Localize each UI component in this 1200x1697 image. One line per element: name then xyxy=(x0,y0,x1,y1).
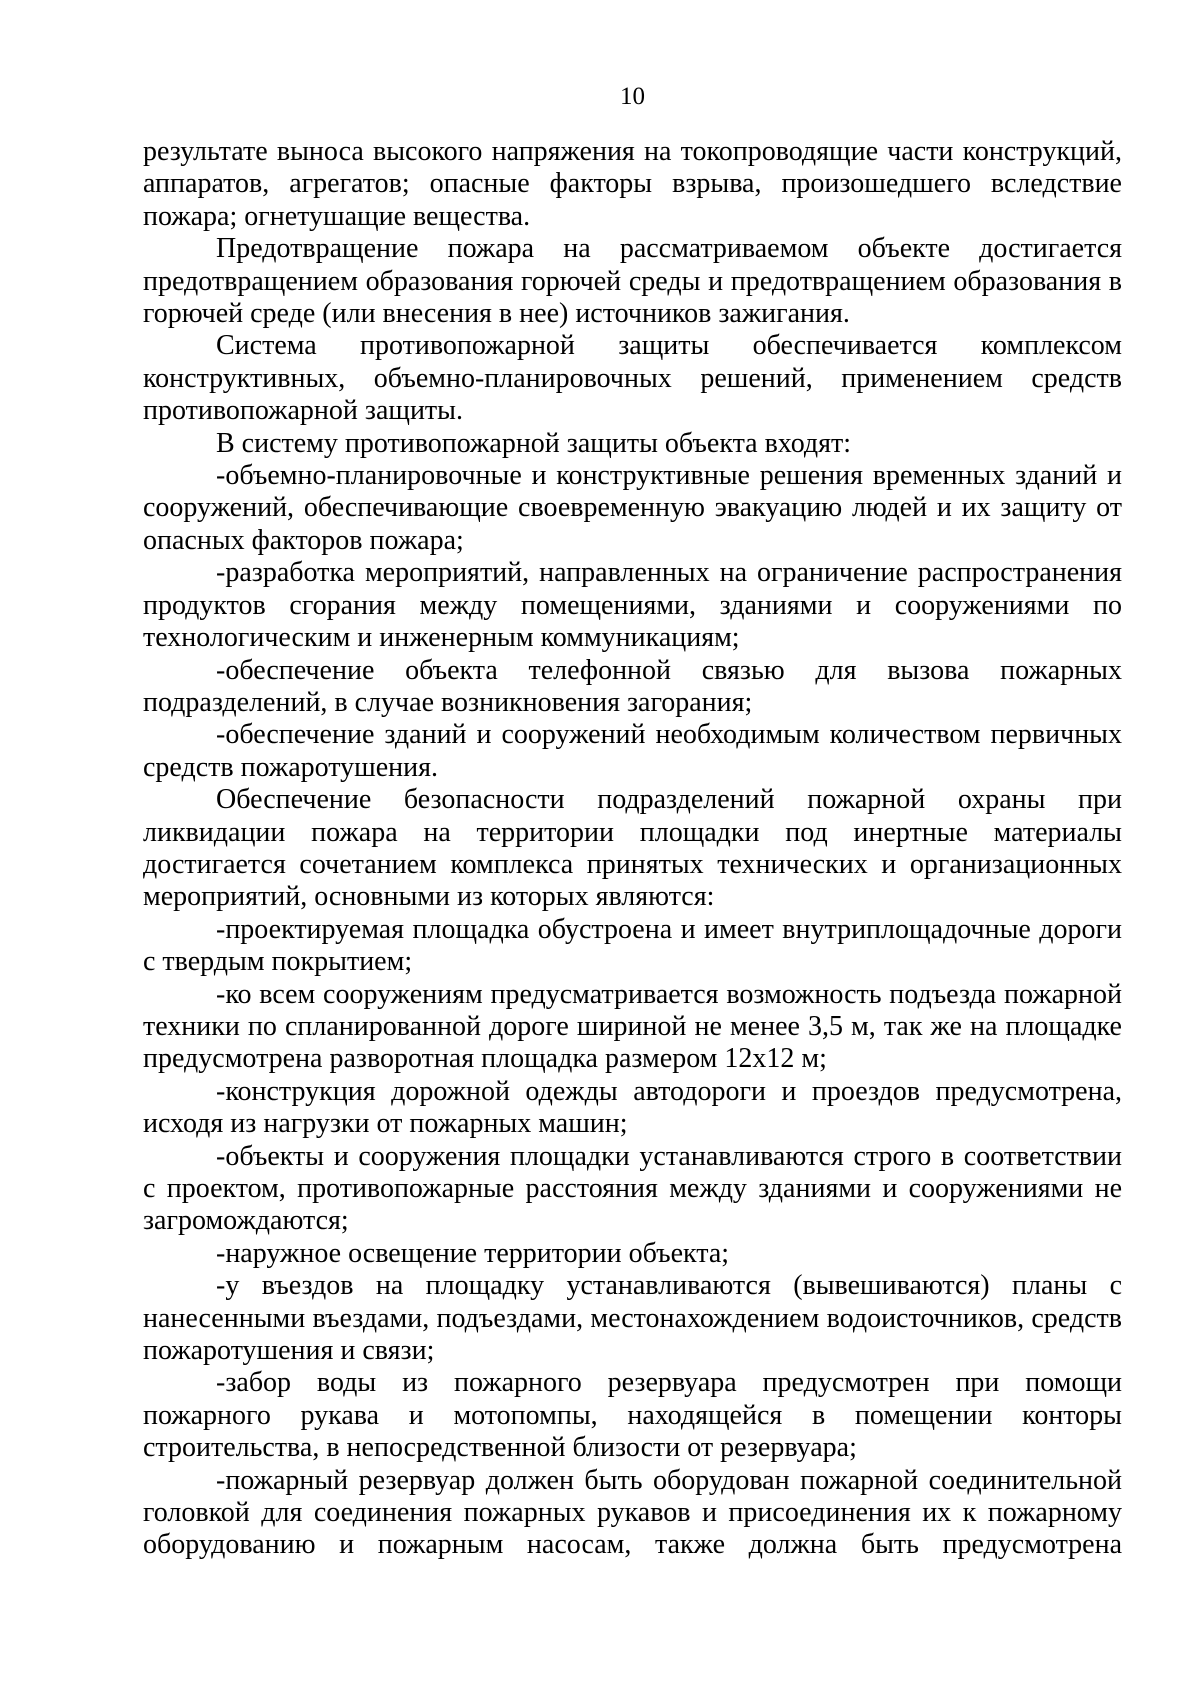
list-item: -объекты и сооружения площадки устанавливаются строго в соответствии с проектом, противопожарные расстояния между зданиями и сооружениями не загромождаются; xyxy=(143,1140,1122,1237)
list-item: -наружное освещение территории объекта; xyxy=(216,1237,730,1269)
list-item: -обеспечение зданий и сооружений необходимым количеством первичных средств пожаротушения. xyxy=(143,719,1122,783)
list-item: -у въездов на площадку устанавливаются (вывешиваются) планы с нанесенными въездами, подъездами, местонахождением водоисточников, средств пожаротушения и связи; xyxy=(143,1270,1122,1367)
list-item: -проектируемая площадка обустроена и имеет внутриплощадочные дороги с твердым покрытием; xyxy=(143,913,1122,978)
list-item: -пожарный резервуар должен быть оборудован пожарной соединительной головкой для соединения пожарных рукавов и присоединения их к пожарному оборудованию и пожарным насосам, также должна быть предусмотрена xyxy=(143,1464,1122,1561)
paragraph-fire-protection-system: Система противопожарной защиты обеспечивается комплексом конструктивных, объемно-планировочных решений, применением средств противопожарной защиты. xyxy=(143,330,1122,427)
page-number: 10 xyxy=(620,83,645,110)
paragraph-continuation: результате выноса высокого напряжения на токопроводящие части конструкций, аппаратов, агрегатов; опасные факторы взрыва, произошедшего вследствие пожара; огнетушащие вещества. xyxy=(143,136,1122,232)
list-item: -объемно-планировочные и конструктивные решения временных зданий и сооружений, обеспечивающие своевременную эвакуацию людей и их защиту от опасных факторов пожара; xyxy=(143,460,1122,556)
list-item: -обеспечение объекта телефонной связью для вызова пожарных подразделений, в случае возникновения загорания; xyxy=(143,654,1122,718)
list-item: -забор воды из пожарного резервуара предусмотрен при помощи пожарного рукава и мотопомпы, находящейся в помещении конторы строительства, в непосредственной близости от резервуара; xyxy=(143,1367,1122,1464)
list-item: -разработка мероприятий, направленных на ограничение распространения продуктов сгорания между помещениями, зданиями и сооружениями по технологическим и инженерным коммуникациям; xyxy=(143,557,1122,654)
paragraph-fire-prevention: Предотвращение пожара на рассматриваемом объекте достигается предотвращением образования горючей среды и предотвращением образования в горючей среде (или внесения в нее) источников зажигания. xyxy=(143,233,1122,330)
paragraph-system-includes: В систему противопожарной защиты объекта входят: xyxy=(216,427,852,459)
list-item: -конструкция дорожной одежды автодороги и проездов предусмотрена, исходя из нагрузки от пожарных машин; xyxy=(143,1075,1122,1140)
list-item: -ко всем сооружениям предусматривается возможность подъезда пожарной техники по спланированной дороге шириной не менее 3,5 м, так же на площадке предусмотрена разворотная площадка размером 12х12 м; xyxy=(143,978,1122,1075)
document-body xyxy=(143,136,1122,1562)
paragraph-safety-of-units: Обеспечение безопасности подразделений пожарной охраны при ликвидации пожара на территории площадки под инертные материалы достигается сочетанием комплекса принятых технических и организационных мероприятий, основными из которых являются: xyxy=(143,784,1122,913)
